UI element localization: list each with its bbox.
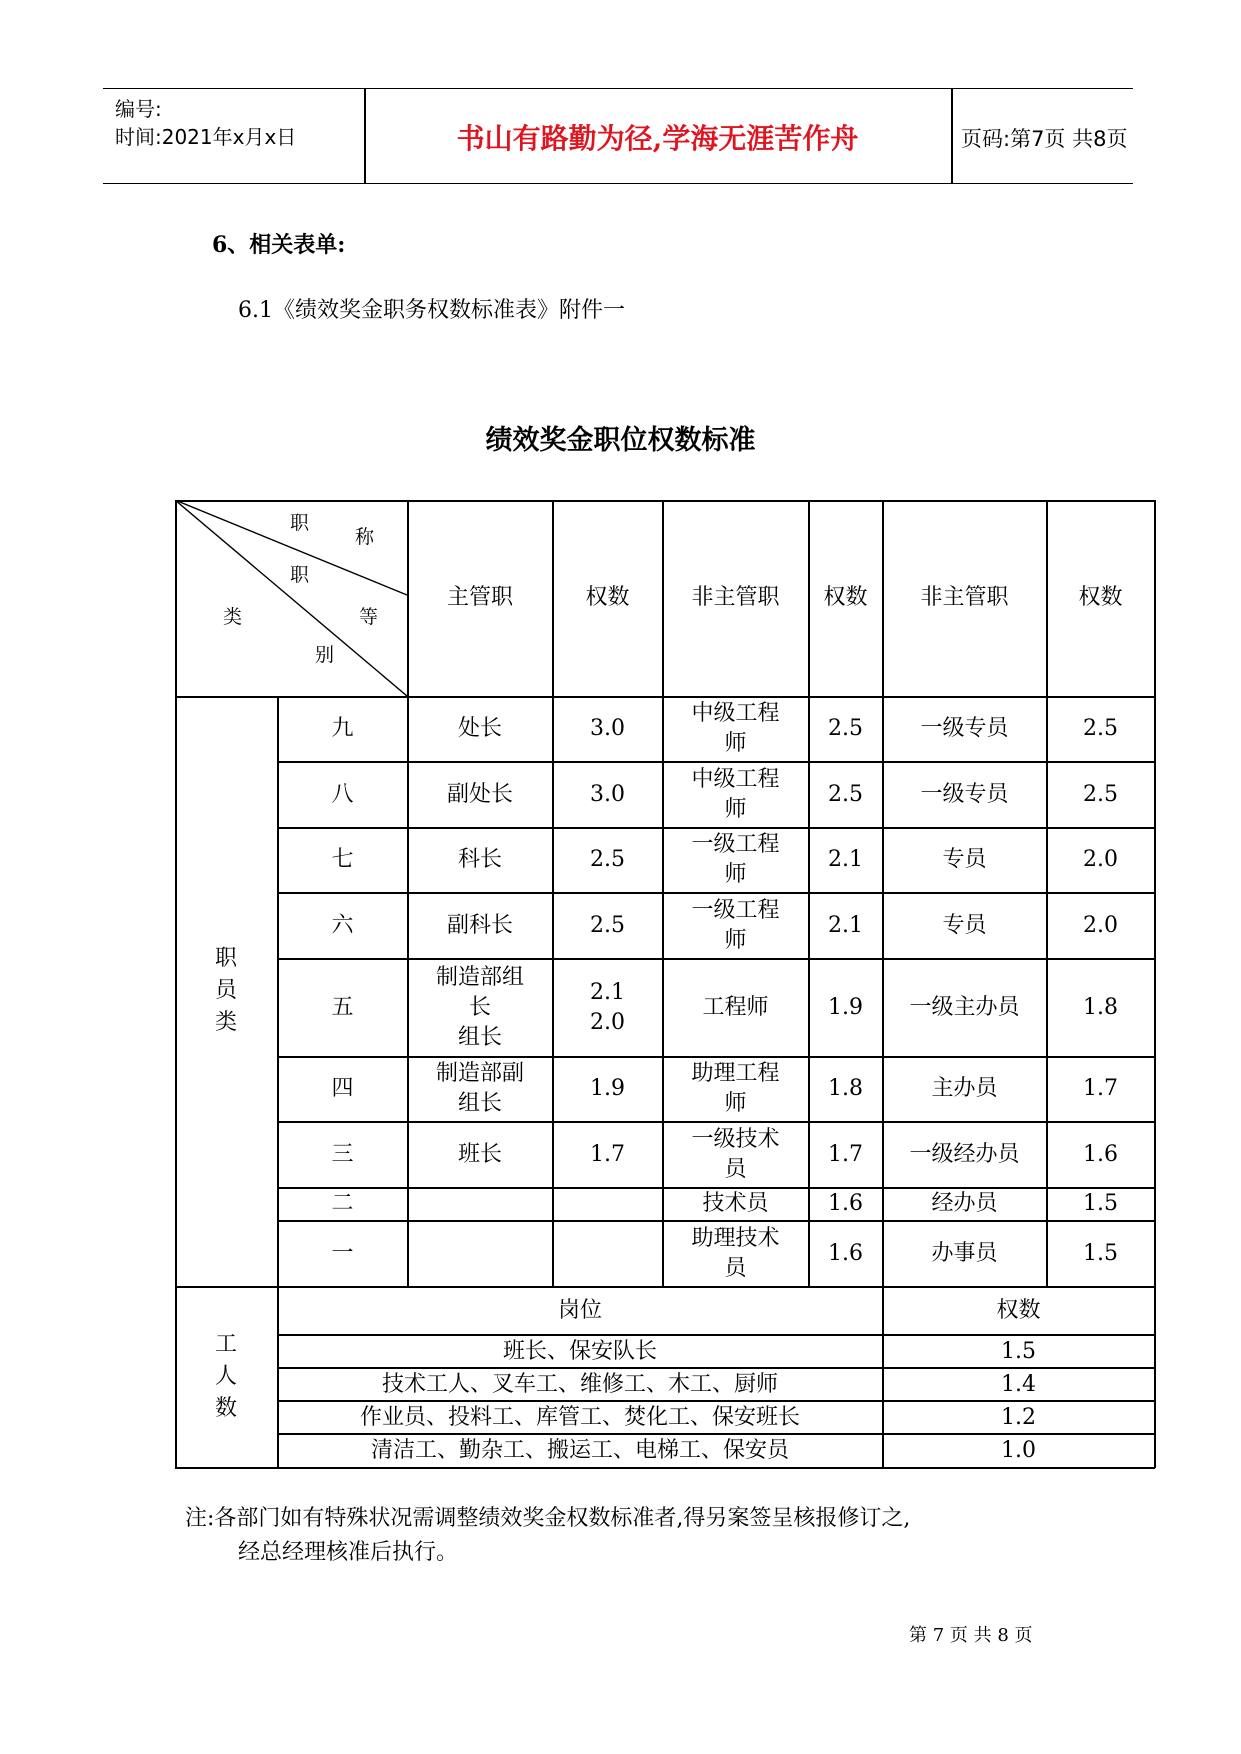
manager-title-cell: 副处长 <box>446 781 513 807</box>
nonmanager2-weight-cell: 2.0 <box>1083 912 1118 938</box>
nonmanager2-weight-cell: 1.5 <box>1083 1191 1118 1216</box>
table-title: 绩效奖金职位权数标准 <box>485 425 756 456</box>
nonmanager2-title-cell: 经办员 <box>931 1191 998 1216</box>
nonmanager2-weight-cell: 2.5 <box>1083 781 1118 807</box>
nonmanager2-weight-cell: 1.8 <box>1083 994 1118 1020</box>
nonmanager-title-cell: 技术员 <box>702 1191 769 1216</box>
grade-cell: 七 <box>331 847 354 872</box>
nonmanager2-title-cell: 专员 <box>942 912 987 938</box>
nonmanager-title-cell: 一级技术 员 <box>691 1126 780 1182</box>
worker-category-label: 工 人 数 <box>214 1332 237 1421</box>
nonmanager-weight-cell: 1.7 <box>828 1141 863 1167</box>
header-divider <box>951 89 953 183</box>
worker-post-header: 岗位 <box>557 1297 602 1323</box>
footer-page-number: 第 7 页 共 8 页 <box>909 1625 1033 1646</box>
note-line-2: 经总经理核准后执行。 <box>238 1540 459 1565</box>
diag-label-3: 职 <box>290 564 310 586</box>
grade-cell: 八 <box>331 781 354 807</box>
manager-weight-cell: 2.5 <box>590 847 625 872</box>
nonmanager2-weight-cell: 2.5 <box>1083 716 1118 741</box>
section-title: 6、相关表单: <box>212 232 346 258</box>
col-header-nonmanager-1: 非主管职 <box>691 585 780 610</box>
diag-label-5: 等 <box>359 606 379 628</box>
weight-table <box>175 500 1155 1468</box>
worker-weight-cell: 1.4 <box>1001 1371 1036 1397</box>
col-header-manager: 主管职 <box>446 585 513 610</box>
grade-cell: 一 <box>331 1240 354 1266</box>
nonmanager2-title-cell: 专员 <box>942 847 987 872</box>
nonmanager-weight-cell: 2.5 <box>828 716 863 741</box>
note-line-1: 注:各部门如有特殊状况需调整绩效奖金权数标准者,得另案签呈核报修订之, <box>185 1506 911 1531</box>
nonmanager2-title-cell: 一级主办员 <box>909 994 1020 1020</box>
doc-number-label: 编号: <box>115 97 162 121</box>
nonmanager2-weight-cell: 1.6 <box>1083 1141 1118 1167</box>
grade-cell: 二 <box>331 1191 354 1216</box>
grade-cell: 九 <box>331 716 354 741</box>
nonmanager-weight-cell: 2.1 <box>828 912 863 938</box>
manager-weight-cell: 2.5 <box>590 912 625 938</box>
manager-weight-cell: 1.9 <box>590 1076 625 1101</box>
manager-weight-cell: 1.7 <box>590 1141 625 1167</box>
worker-post-cell: 清洁工、勤杂工、搬运工、电梯工、保安员 <box>370 1437 789 1463</box>
worker-post-cell: 班长、保安队长 <box>502 1338 657 1364</box>
nonmanager-title-cell: 中级工程 师 <box>691 701 780 756</box>
worker-post-cell: 作业员、投料工、库管工、焚化工、保安班长 <box>359 1404 800 1430</box>
diag-label-4: 类 <box>223 606 243 628</box>
nonmanager-title-cell: 一级工程 师 <box>691 832 780 887</box>
doc-time-label: 时间:2021年x月x日 <box>115 125 297 149</box>
page-header <box>103 88 1133 184</box>
col-header-weight-3: 权数 <box>1078 585 1123 610</box>
manager-weight-cell: 2.1 2.0 <box>590 979 625 1035</box>
manager-title-cell <box>408 1221 552 1286</box>
nonmanager2-title-cell: 主办员 <box>931 1076 998 1101</box>
nonmanager-weight-cell: 1.6 <box>828 1191 863 1216</box>
manager-title-cell: 副科长 <box>446 912 513 938</box>
col-header-nonmanager-2: 非主管职 <box>920 585 1009 610</box>
manager-title-cell <box>408 1188 552 1220</box>
col-header-weight-1: 权数 <box>585 585 630 610</box>
nonmanager2-title-cell: 一级专员 <box>920 781 1009 807</box>
manager-title-cell: 制造部组 长 组长 <box>435 964 524 1050</box>
nonmanager-title-cell: 工程师 <box>702 994 769 1020</box>
col-header-weight-2: 权数 <box>823 585 868 610</box>
worker-weight-cell: 1.5 <box>1001 1338 1036 1364</box>
nonmanager2-weight-cell: 1.5 <box>1083 1240 1118 1266</box>
nonmanager-title-cell: 助理技术 员 <box>691 1225 780 1281</box>
grade-cell: 六 <box>331 912 354 938</box>
header-page-number: 页码:第7页 共8页 <box>961 127 1128 151</box>
grade-cell: 五 <box>331 994 354 1020</box>
manager-weight-cell: 3.0 <box>590 781 625 807</box>
nonmanager-weight-cell: 1.6 <box>828 1240 863 1266</box>
grade-cell: 三 <box>331 1141 354 1167</box>
manager-weight-cell: 3.0 <box>590 716 625 741</box>
nonmanager2-weight-cell: 2.0 <box>1083 847 1118 872</box>
worker-weight-cell: 1.0 <box>1001 1437 1036 1463</box>
nonmanager-weight-cell: 1.9 <box>828 994 863 1020</box>
nonmanager-weight-cell: 2.1 <box>828 847 863 872</box>
nonmanager2-weight-cell: 1.7 <box>1083 1076 1118 1101</box>
nonmanager2-title-cell: 办事员 <box>931 1240 998 1266</box>
diag-label-2: 称 <box>355 526 375 548</box>
grade-cell: 四 <box>331 1076 354 1101</box>
nonmanager-weight-cell: 1.8 <box>828 1076 863 1101</box>
manager-title-cell: 处长 <box>457 716 502 741</box>
diag-label-6: 别 <box>315 644 335 666</box>
section-subtitle: 6.1《绩效奖金职务权数标准表》附件一 <box>238 298 625 323</box>
worker-post-cell: 技术工人、叉车工、维修工、木工、厨师 <box>381 1371 778 1397</box>
manager-weight-cell <box>553 1221 662 1286</box>
worker-weight-header: 权数 <box>996 1297 1041 1323</box>
manager-weight-cell <box>553 1188 662 1220</box>
worker-weight-cell: 1.2 <box>1001 1404 1036 1430</box>
manager-title-cell: 科长 <box>457 847 502 872</box>
staff-category-label: 职 员 类 <box>214 946 237 1035</box>
diag-label-1: 职 <box>290 512 310 534</box>
nonmanager-weight-cell: 2.5 <box>828 781 863 807</box>
manager-title-cell: 制造部副 组长 <box>435 1061 524 1116</box>
manager-title-cell: 班长 <box>457 1141 502 1167</box>
nonmanager-title-cell: 一级工程 师 <box>691 897 780 953</box>
header-motto: 书山有路勤为径,学海无涯苦作舟 <box>456 122 859 155</box>
nonmanager2-title-cell: 一级专员 <box>920 716 1009 741</box>
nonmanager-title-cell: 助理工程 师 <box>691 1061 780 1116</box>
nonmanager-title-cell: 中级工程 师 <box>691 766 780 822</box>
nonmanager2-title-cell: 一级经办员 <box>909 1141 1020 1167</box>
